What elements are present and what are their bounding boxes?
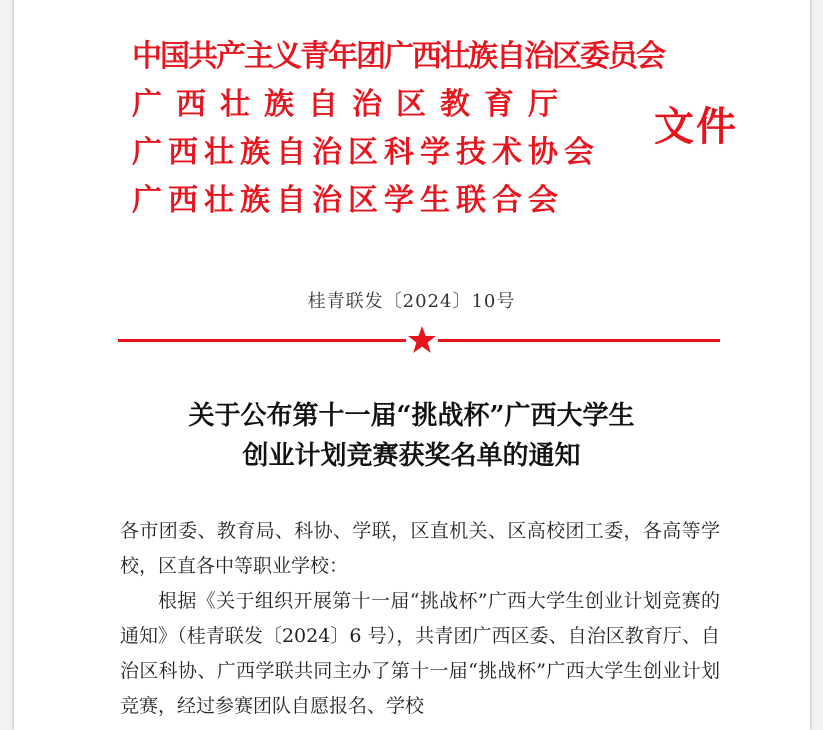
red-rule-right: [438, 339, 720, 342]
issuing-organizations: [132, 33, 664, 225]
notice-title: [0, 396, 823, 476]
org-education-department: 广西壮族自治区教育厅: [132, 87, 572, 122]
document-suffix: 文件: [654, 103, 738, 150]
salutation: 各市团委、教育局、科协、学联，区直机关、区高校团工委，各高等学校，区直各中等职业学校：: [120, 520, 720, 577]
body-paragraph: 根据《关于组织开展第十一届“挑战杯”广西大学生创业计划竞赛的通知》（桂青联发〔2024〕6 号），共青团广西区委、自治区教育厅、自治区科协、广西学联共同主办了第十一届“挑战杯”广西大学生创业计划竞赛，经过参赛团队自愿报名、学校: [120, 590, 720, 717]
org-league-committee: 中国共产主义青年团广西壮族自治区委员会: [132, 39, 664, 74]
notice-body: [120, 514, 720, 724]
red-rule-left: [118, 339, 406, 342]
red-star-icon: [406, 325, 438, 355]
document-number: 桂青联发〔2024〕10号: [307, 291, 516, 312]
notice-title-line-2: 创业计划竞赛获奖名单的通知: [242, 441, 581, 471]
org-science-association: 广西壮族自治区科学技术协会: [132, 135, 600, 170]
org-student-union: 广西壮族自治区学生联合会: [132, 183, 564, 218]
notice-title-line-1: 关于公布第十一届“挑战杯”广西大学生: [188, 401, 635, 431]
